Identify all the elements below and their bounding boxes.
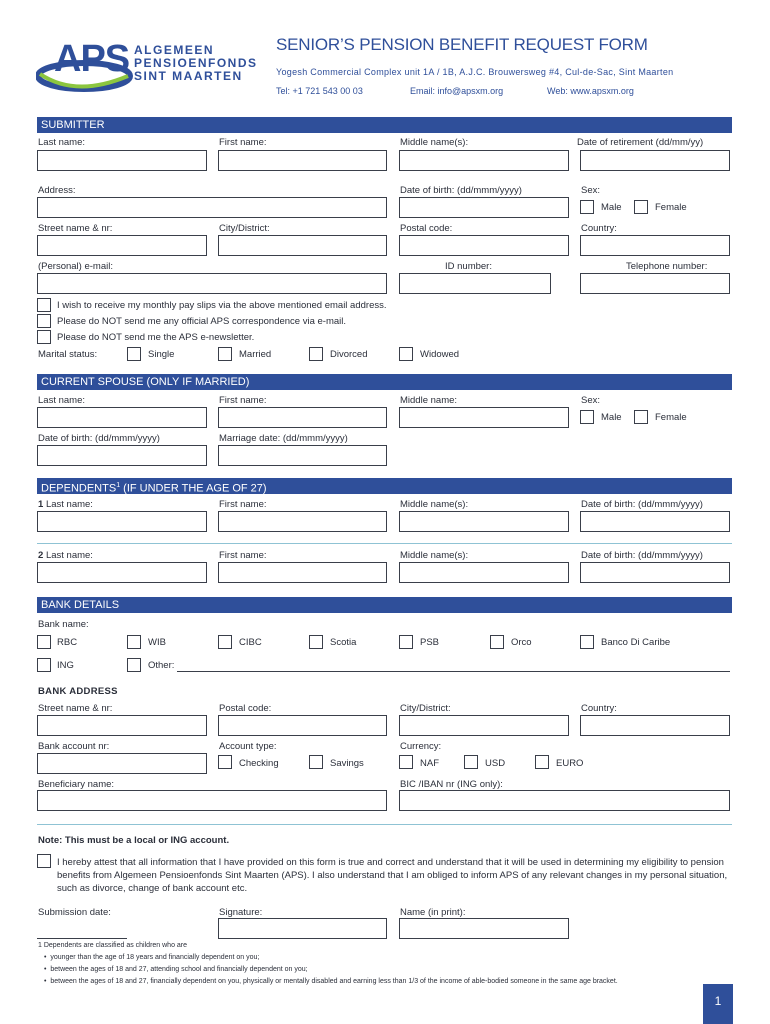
dependent1-last-name-field[interactable] — [37, 511, 207, 532]
label-submission-date: Submission date: — [38, 907, 111, 918]
label-address: Address: — [38, 185, 76, 196]
page-number: 1 — [714, 994, 722, 1008]
label-marital-status: Marital status: — [38, 349, 98, 360]
label-id-number: ID number: — [445, 261, 492, 272]
spouse-sex-female-label: Female — [655, 412, 687, 423]
marital-divorced-checkbox[interactable] — [309, 347, 323, 361]
bank-ing-checkbox[interactable] — [37, 658, 51, 672]
account-checking-checkbox[interactable] — [218, 755, 232, 769]
dependent2-first-name-field[interactable] — [218, 562, 387, 583]
label-retirement-date: Date of retirement (dd/mm/yy) — [577, 137, 704, 148]
name-print-field[interactable] — [399, 918, 569, 939]
label-street: Street name & nr: — [38, 223, 113, 234]
bank-rbc-label: RBC — [57, 637, 78, 648]
no-newsletter-label: Please do NOT send me the APS e-newsletter. — [57, 332, 255, 343]
spouse-sex-male-label: Male — [601, 412, 622, 423]
dependent2-middle-names-field[interactable] — [399, 562, 569, 583]
no-newsletter-checkbox[interactable] — [37, 330, 51, 344]
org-name-line1: ALGEMEEN — [134, 43, 215, 57]
bank-label-currency: Currency: — [400, 741, 442, 752]
label-telephone: Telephone number: — [626, 261, 708, 272]
label-country: Country: — [581, 223, 617, 234]
dependent2-label-dob: Date of birth: (dd/mmm/yyyy) — [581, 550, 703, 561]
org-name-line3: SINT MAARTEN — [134, 69, 243, 83]
street-field[interactable] — [37, 235, 207, 256]
bank-city-field[interactable] — [399, 715, 569, 736]
spouse-label-sex: Sex: — [581, 395, 601, 406]
label-first-name: First name: — [219, 137, 267, 148]
bank-label-street: Street name & nr: — [38, 703, 113, 714]
dependents-heading-qualifier: (IF UNDER THE AGE OF 27) — [120, 482, 267, 495]
section-header-bank: BANK DETAILS — [37, 597, 732, 613]
currency-naf-checkbox[interactable] — [399, 755, 413, 769]
retirement-date-field[interactable] — [580, 150, 730, 171]
sex-male-label: Male — [601, 202, 622, 213]
beneficiary-field[interactable] — [37, 790, 387, 811]
dependent2-dob-field[interactable] — [580, 562, 730, 583]
attest-text: I hereby attest that all information that I have provided on this form is true and correct and understand that it will be used in determining my eligibility to pension benefits from Algemeen Pensioenfonds Sint Maarten (APS). I also understand that I am obliged to inform APS of any relevant changes in my personal situation, such as divorce, change of bank account etc. — [57, 857, 728, 894]
bank-address-heading: BANK ADDRESS — [38, 686, 118, 697]
dependent2-label-first-name: First name: — [219, 550, 267, 561]
bank-cibc-checkbox[interactable] — [218, 635, 232, 649]
bank-postal-field[interactable] — [218, 715, 387, 736]
currency-euro-label: EURO — [556, 758, 584, 769]
dependent1-dob-field[interactable] — [580, 511, 730, 532]
currency-usd-label: USD — [485, 758, 506, 769]
last-name-field[interactable] — [37, 150, 207, 171]
bank-wib-label: WIB — [148, 637, 166, 648]
bank-psb-checkbox[interactable] — [399, 635, 413, 649]
note-local-account: Note: This must be a local or ING account. — [38, 835, 230, 846]
org-email: Email: info@apsxm.org — [410, 86, 504, 96]
marital-single-checkbox[interactable] — [127, 347, 141, 361]
bank-banco-label: Banco Di Caribe — [601, 637, 671, 648]
dependent1-first-name-field[interactable] — [218, 511, 387, 532]
dependent1-label-middle-names: Middle name(s): — [400, 499, 469, 510]
footnote-bullet-3-text: between the ages of 18 and 27, financially dependent on you, physically or mentally disabled and earning less than 1/3 of the income of able-bodied someone in the same age bracket. — [50, 978, 618, 985]
footnote-bullet-1: • younger than the age of 18 years and financially dependent on you; — [44, 954, 260, 961]
bank-label-beneficiary: Beneficiary name: — [38, 779, 115, 790]
dependents-heading-text: DEPENDENTS — [41, 482, 117, 495]
dependent1-middle-names-field[interactable] — [399, 511, 569, 532]
label-city: City/District: — [219, 223, 270, 234]
marital-married-checkbox[interactable] — [218, 347, 232, 361]
page-number-badge — [703, 984, 733, 1024]
marital-married-label: Married — [239, 349, 272, 360]
footnote-bullet-1-text: younger than the age of 18 years and financially dependent on you; — [50, 954, 260, 961]
currency-usd-checkbox[interactable] — [464, 755, 478, 769]
org-address: Yogesh Commercial Complex unit 1A / 1B, A.J.C. Brouwersweg #4, Cul-de-Sac, Sint Maarten — [276, 67, 674, 77]
attest-checkbox[interactable] — [37, 854, 51, 868]
spouse-first-name-field[interactable] — [218, 407, 387, 428]
bank-orco-label: Orco — [511, 637, 532, 648]
bank-banco-checkbox[interactable] — [580, 635, 594, 649]
label-email: (Personal) e-mail: — [38, 261, 113, 272]
account-savings-label: Savings — [330, 758, 364, 769]
bank-country-field[interactable] — [580, 715, 730, 736]
dependent1-label-last-name — [38, 499, 93, 510]
dependent1-label-first-name: First name: — [219, 499, 267, 510]
bank-label-bic: BIC /IBAN nr (ING only): — [400, 779, 503, 790]
label-signature: Signature: — [219, 907, 263, 918]
submission-date-line[interactable] — [37, 938, 127, 939]
currency-euro-checkbox[interactable] — [535, 755, 549, 769]
currency-naf-label: NAF — [420, 758, 439, 769]
label-name-print: Name (in print): — [400, 907, 466, 918]
sex-female-checkbox[interactable] — [634, 200, 648, 214]
org-telephone: Tel: +1 721 543 00 03 — [276, 86, 363, 96]
spouse-middle-name-field[interactable] — [399, 407, 569, 428]
dependent2-label-last-name — [38, 550, 93, 561]
sex-male-checkbox[interactable] — [580, 200, 594, 214]
label-bank-name: Bank name: — [38, 619, 89, 630]
dependents-divider — [37, 543, 732, 544]
label-middle-names: Middle name(s): — [400, 137, 469, 148]
spouse-label-first-name: First name: — [219, 395, 267, 406]
section-header-submitter: SUBMITTER — [37, 117, 732, 133]
postal-field[interactable] — [399, 235, 569, 256]
first-name-field[interactable] — [218, 150, 387, 171]
bank-other-label: Other: — [148, 660, 175, 671]
country-field[interactable] — [580, 235, 730, 256]
bank-label-account-type: Account type: — [219, 741, 277, 752]
dob-field[interactable] — [399, 197, 569, 218]
org-website: Web: www.apsxm.org — [547, 86, 634, 96]
spouse-dob-field[interactable] — [37, 445, 207, 466]
spouse-label-marriage-date: Marriage date: (dd/mmm/yyyy) — [219, 433, 348, 444]
account-savings-checkbox[interactable] — [309, 755, 323, 769]
bic-iban-field[interactable] — [399, 790, 730, 811]
telephone-field[interactable] — [580, 273, 730, 294]
spouse-sex-female-checkbox[interactable] — [634, 410, 648, 424]
org-name-line2: PENSIOENFONDS — [134, 56, 258, 70]
bank-ing-label: ING — [57, 660, 74, 671]
label-postal: Postal code: — [400, 223, 453, 234]
marital-single-label: Single — [148, 349, 175, 360]
bank-account-nr-field[interactable] — [37, 753, 207, 774]
dependent2-last-name-field[interactable] — [37, 562, 207, 583]
spouse-sex-male-checkbox[interactable] — [580, 410, 594, 424]
label-sex: Sex: — [581, 185, 601, 196]
footnote-bullet-2-text: between the ages of 18 and 27, attending school and financially dependent on you; — [50, 966, 308, 973]
no-email-correspondence-label: Please do NOT send me any official APS correspondence via e-mail. — [57, 316, 347, 327]
footnote-intro: 1 Dependents are classified as children who are — [38, 942, 188, 949]
spouse-label-middle-name: Middle name: — [400, 395, 458, 406]
spouse-last-name-field[interactable] — [37, 407, 207, 428]
bank-label-account-nr: Bank account nr: — [38, 741, 110, 752]
bank-psb-label: PSB — [420, 637, 440, 648]
bank-label-city: City/District: — [400, 703, 451, 714]
bank-orco-checkbox[interactable] — [490, 635, 504, 649]
label-dob: Date of birth: (dd/mmm/yyyy) — [400, 185, 522, 196]
bank-label-postal: Postal code: — [219, 703, 272, 714]
signature-field[interactable] — [218, 918, 387, 939]
bank-other-checkbox[interactable] — [127, 658, 141, 672]
bank-scotia-checkbox[interactable] — [309, 635, 323, 649]
city-field[interactable] — [218, 235, 387, 256]
id-number-field[interactable] — [399, 273, 551, 294]
dependents-footnote-ref: 1 — [116, 482, 121, 489]
section-header-dependents — [37, 478, 732, 494]
marital-divorced-label: Divorced — [330, 349, 368, 360]
logo-text: APS — [54, 38, 130, 80]
footnote-bullet-3: • between the ages of 18 and 27, financially dependent on you, physically or mentally disabled and earning less than 1/3 of the income of able-bodied someone in the same age bracket. — [44, 978, 618, 985]
dependent1-label-dob: Date of birth: (dd/mmm/yyyy) — [581, 499, 703, 510]
dependent1-number: 1 — [38, 499, 44, 510]
payslip-email-label: I wish to receive my monthly pay slips via the above mentioned email address. — [57, 300, 387, 311]
aps-logo — [36, 36, 256, 96]
dependent2-last-name-text: Last name: — [45, 550, 93, 561]
bank-wib-checkbox[interactable] — [127, 635, 141, 649]
bank-street-field[interactable] — [37, 715, 207, 736]
marital-widowed-checkbox[interactable] — [399, 347, 413, 361]
dependent2-label-middle-names: Middle name(s): — [400, 550, 469, 561]
dependent2-number: 2 — [38, 550, 44, 561]
section-header-spouse: CURRENT SPOUSE (ONLY IF MARRIED) — [37, 374, 732, 390]
middle-names-field[interactable] — [399, 150, 569, 171]
bank-label-country: Country: — [581, 703, 617, 714]
bank-divider — [37, 824, 732, 825]
label-last-name: Last name: — [38, 137, 85, 148]
no-email-correspondence-checkbox[interactable] — [37, 314, 51, 328]
form-title: SENIOR’S PENSION BENEFIT REQUEST FORM — [276, 35, 648, 54]
bank-cibc-label: CIBC — [239, 637, 262, 648]
email-field[interactable] — [37, 273, 387, 294]
marital-widowed-label: Widowed — [420, 349, 460, 360]
spouse-label-dob: Date of birth: (dd/mmm/yyyy) — [38, 433, 160, 444]
spouse-marriage-date-field[interactable] — [218, 445, 387, 466]
bank-other-line[interactable] — [177, 671, 730, 672]
payslip-email-checkbox[interactable] — [37, 298, 51, 312]
bank-scotia-label: Scotia — [330, 637, 357, 648]
dependent1-last-name-text: Last name: — [45, 499, 93, 510]
sex-female-label: Female — [655, 202, 687, 213]
address-field[interactable] — [37, 197, 387, 218]
footnote-bullet-2: • between the ages of 18 and 27, attending school and financially dependent on you; — [44, 966, 308, 973]
bank-rbc-checkbox[interactable] — [37, 635, 51, 649]
spouse-label-last-name: Last name: — [38, 395, 85, 406]
account-checking-label: Checking — [239, 758, 279, 769]
